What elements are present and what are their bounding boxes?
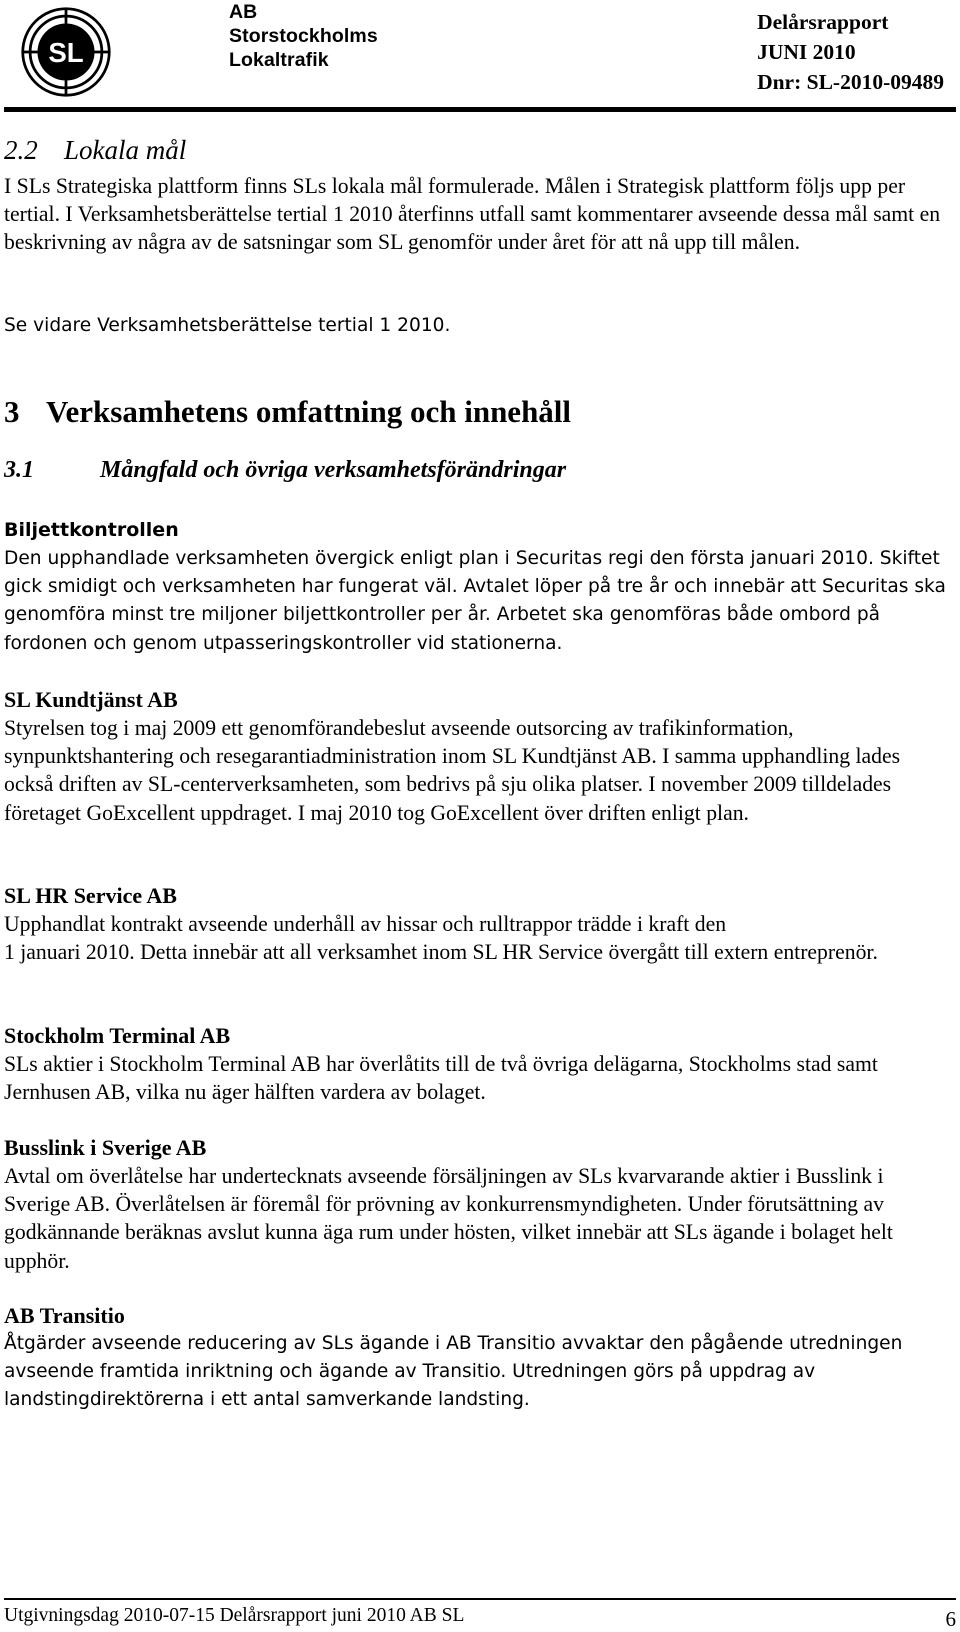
- header-rule: [4, 107, 956, 112]
- document-date: JUNI 2010: [757, 40, 856, 64]
- subsection-heading-sl-hr-service: SL HR Service AB: [4, 883, 177, 908]
- sl-logo: [20, 6, 112, 98]
- footer-rule: [4, 1598, 956, 1600]
- section-number: 3.1: [4, 457, 34, 483]
- document-type: Delårsrapport: [757, 10, 889, 34]
- page-header: [0, 0, 960, 118]
- subsection-body-sl-kundtjanst: Styrelsen tog i maj 2009 ett genomförandebeslut avseende outsorcing av trafikinformation, synpunktshantering och resegarantiadministration inom SL Kundtjänst AB. I samma upphandling lades också driften av SL-centerverksamheten, som bedrivs på sju olika platser. I november 2009 tilldelades företaget GoExcellent uppdraget. I maj 2010 tog GoExcellent över driften enligt plan.: [4, 716, 901, 825]
- subsection-heading-ab-transitio: AB Transitio: [4, 1303, 125, 1328]
- subsection-heading-stockholm-terminal: Stockholm Terminal AB: [4, 1023, 231, 1048]
- section-title: Verksamhetens omfattning och innehåll: [46, 394, 572, 429]
- subsection-body-biljettkontrollen: Den upphandlade verksamheten övergick enligt plan i Securitas regi den första januari 2010. Skiftet gick smidigt och verksamheten har fungerat väl. Avtalet löper på tre år och innebär att Securitas ska genomföra minst tre miljoner biljettkontroller per år. Arbetet ska genomföras både ombord på fordonen och genom utpasseringskontroller vid stationerna.: [4, 548, 946, 654]
- body-line-1: Upphandlat kontrakt avseende underhåll av hissar och rulltrappor trädde i kraft den: [4, 912, 727, 936]
- document-info: [757, 7, 944, 97]
- section-title: Lokala mål: [64, 135, 187, 165]
- subsection-body-ab-transitio: Åtgärder avseende reducering av SLs ägande i AB Transitio avvaktar den pågående utredningen avseende framtida inriktning och ägande av Transitio. Utredningen görs på uppdrag av landstingdirektörerna i ett antal samverkande landsting.: [4, 1333, 903, 1411]
- sl-logo-text: SL: [48, 37, 84, 69]
- section-title: Mångfald och övriga verksamhetsförändringar: [100, 457, 567, 483]
- section-2-2-heading: [4, 134, 954, 166]
- subsection-body-busslink: Avtal om överlåtelse har undertecknats avseende försäljningen av SLs kvarvarande aktier i Busslink i Sverige AB. Överlåtelsen är föremål för prövning av konkurrensmyndigheten. Under förutsättning av godkännande beräknas avslut kunna äga rum under hösten, vilket innebär att SLs ägande i bolaget helt upphör.: [4, 1164, 893, 1273]
- subsection-heading-sl-kundtjanst: SL Kundtjänst AB: [4, 687, 178, 712]
- company-line-2: Storstockholms: [229, 25, 378, 47]
- body-rest: 1 januari 2010. Detta innebär att all verksamhet inom SL HR Service övergått till extern entreprenör.: [4, 940, 878, 965]
- page-footer: Utgivningsdag 2010-07-15 Delårsrapport juni 2010 AB SL: [4, 1605, 465, 1626]
- section-3-heading: [4, 394, 954, 430]
- section-number: 2.2: [4, 135, 38, 165]
- section-2-2-see-also: Se vidare Verksamhetsberättelse tertial 1 2010.: [4, 315, 451, 336]
- subsection-body-sl-hr-service: [4, 910, 954, 966]
- subsection-heading-biljettkontrollen: Biljettkontrollen: [4, 519, 179, 541]
- company-name: [229, 0, 378, 72]
- section-2-2-paragraph: I SLs Strategiska plattform finns SLs lokala mål formulerade. Målen i Strategisk plattform följs upp per tertial. I Verksamhetsberättelse tertial 1 2010 återfinns utfall samt kommentarer avseende dessa mål samt en beskrivning av några av de satsningar som SL genomför under året för att nå upp till målen.: [4, 174, 941, 255]
- company-line-1: AB: [229, 1, 258, 23]
- section-3-1-heading: [4, 455, 954, 485]
- page-number: 6: [945, 1607, 956, 1631]
- company-line-3: Lokaltrafik: [229, 49, 329, 71]
- subsection-body-stockholm-terminal: SLs aktier i Stockholm Terminal AB har överlåtits till de två övriga delägarna, Stockholms stad samt Jernhusen AB, vilka nu äger hälften vardera av bolaget.: [4, 1052, 878, 1105]
- section-number: 3: [4, 394, 20, 429]
- document-number: Dnr: SL-2010-09489: [757, 70, 944, 94]
- subsection-heading-busslink: Busslink i Sverige AB: [4, 1135, 207, 1160]
